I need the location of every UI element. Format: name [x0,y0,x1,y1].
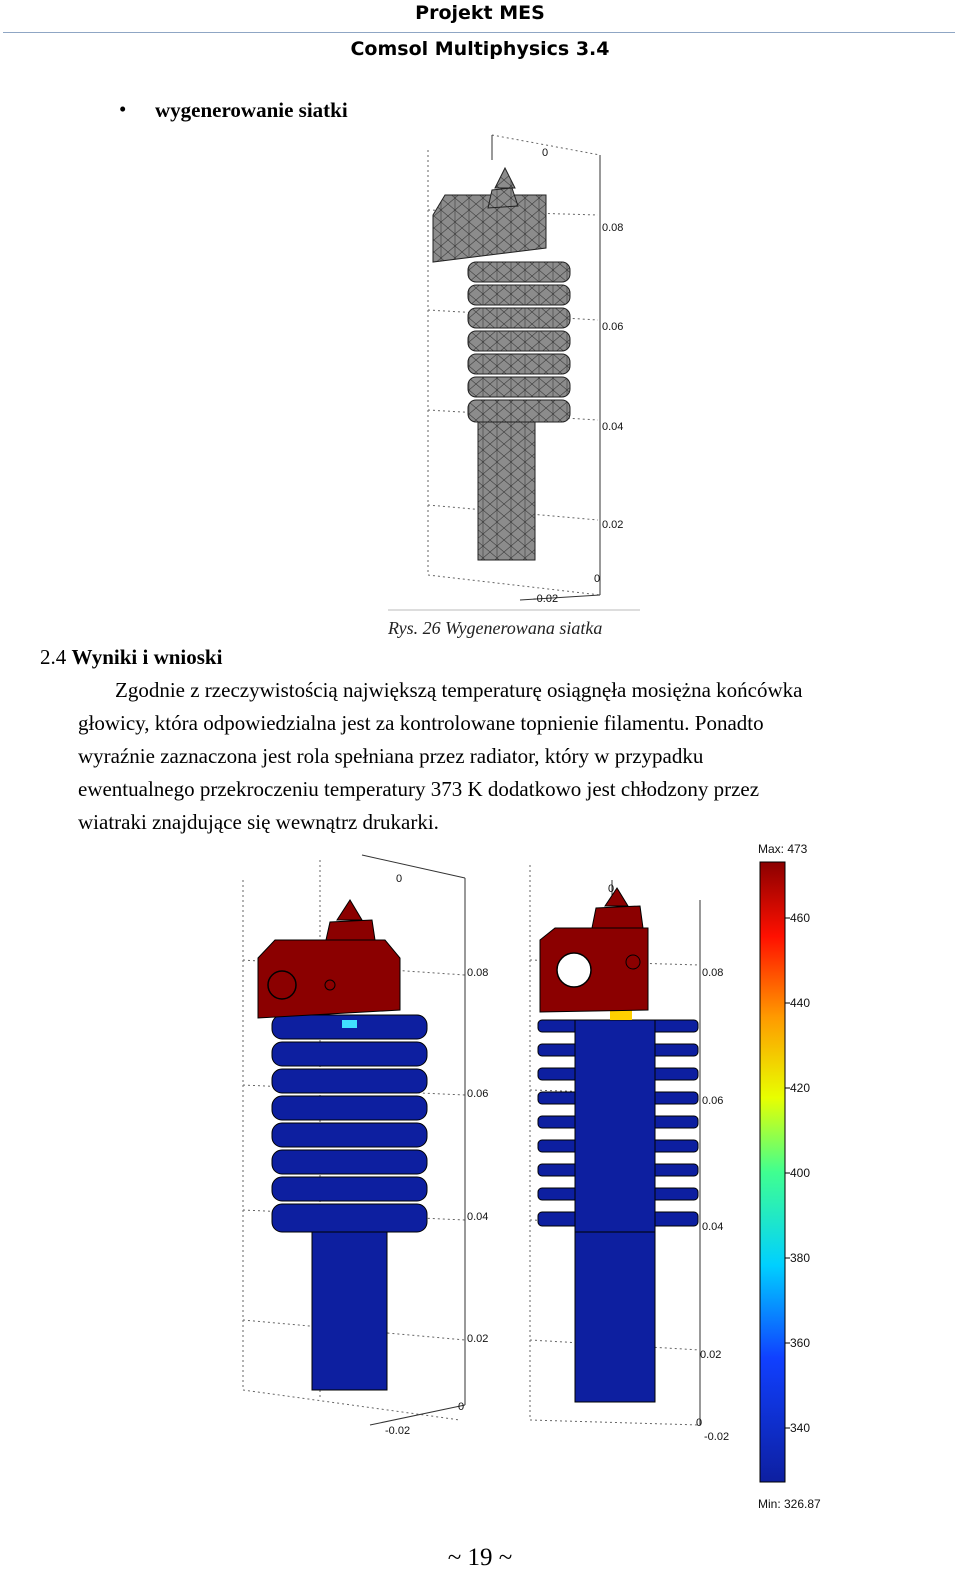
fig1-tick-zero: 0 [594,573,601,585]
fig1-tick-008: 0.08 [602,222,624,234]
fig2r-tick-top: 0 [608,883,615,895]
fig2r-tick-008: 0.08 [702,967,724,979]
paragraph-line-5: wiatraki znajdujące się wewnątrz drukarki. [78,810,439,834]
figure1-caption: Rys. 26 Wygenerowana siatka [388,618,603,638]
fig2l-tick-008: 0.08 [467,967,489,979]
fig1-tick-002: 0.02 [602,519,624,531]
fig2r-tick-neg002: -0.02 [704,1431,730,1443]
section-heading [40,645,222,670]
mesh-figure [388,135,640,610]
paragraph-line-2: głowicy, która odpowiedzialna jest za kontrolowane topnienie filamentu. Ponadto [78,711,764,735]
colorbar-tick-380: 380 [790,1251,811,1265]
header-subtitle: Comsol Multiphysics 3.4 [350,38,610,60]
fig2l-tick-004: 0.04 [467,1211,489,1223]
colorbar-min-label: Min: 326.87 [758,1497,821,1511]
header-title: Projekt MES [415,2,545,24]
colorbar-tick-460: 460 [790,911,811,925]
colorbar-tick-420: 420 [790,1081,811,1095]
section-number: 2.4 [40,645,67,669]
bullet-label: wygenerowanie siatki [155,98,348,122]
colorbar-tick-400: 400 [790,1166,811,1180]
page-number: ~ 19 ~ [447,1544,513,1571]
colorbar-tick-360: 360 [790,1336,811,1350]
colorbar [758,842,821,1511]
colorbar-tick-340: 340 [790,1421,811,1435]
fig1-tick-004: 0.04 [602,421,624,433]
fig2r-tick-004: 0.04 [702,1221,724,1233]
bullet-icon: • [119,97,127,121]
fig2l-tick-zero: 0 [458,1401,465,1413]
temperature-plot-left [243,855,488,1437]
fig2l-tick-neg002: -0.02 [385,1425,411,1437]
paragraph-line-4: ewentualnego przekroczeniu temperatury 373 K dodatkowo jest chłodzony przez [78,777,760,801]
fig1-tick-neg002: -0.02 [533,593,559,605]
fig1-tick-006: 0.06 [602,321,624,333]
paragraph-line-1: Zgodnie z rzeczywistością największą temperaturę osiągnęła mosiężna końcówka [115,678,803,702]
fig2l-tick-002: 0.02 [467,1333,489,1345]
colorbar-tick-440: 440 [790,996,811,1010]
fig1-tick-top: 0 [542,147,549,159]
fig2r-tick-002: 0.02 [700,1349,722,1361]
fig2r-tick-zero: 0 [696,1417,703,1429]
paragraph-line-3: wyraźnie zaznaczona jest rola spełniana przez radiator, który w przypadku [78,744,704,768]
fig2l-tick-top: 0 [396,873,403,885]
colorbar-max-label: Max: 473 [758,842,808,856]
fig2r-tick-006: 0.06 [702,1095,724,1107]
temperature-plot-right [530,865,729,1443]
section-title: Wyniki i wnioski [71,645,223,669]
fig2l-tick-006: 0.06 [467,1088,489,1100]
